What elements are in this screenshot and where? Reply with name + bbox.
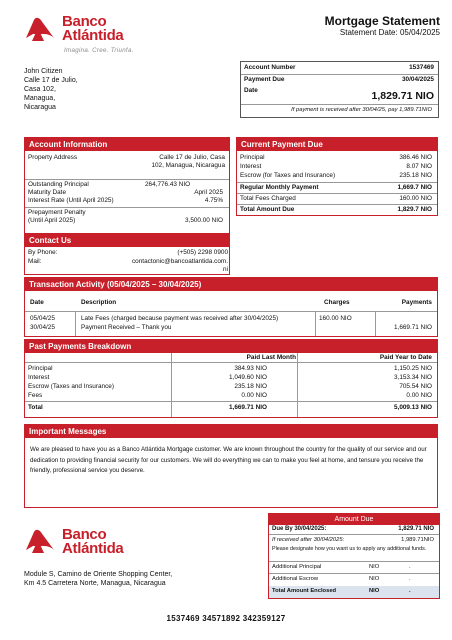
- col-header-paid-year-to-date: Paid Year to Date: [379, 354, 432, 361]
- past-row-ytd: 1,150.25 NIO: [393, 365, 432, 372]
- coupon-total-enclosed-currency: NIO: [369, 588, 380, 594]
- customer-address-line: Nicaragua: [24, 104, 56, 111]
- maturity-date-label: Maturity Date: [28, 189, 67, 196]
- transaction-activity-header: Transaction Activity (05/04/2025 – 30/04/2025): [25, 278, 437, 291]
- footer-address-line1: Module S, Camino de Oriente Shopping Center,: [24, 571, 173, 578]
- coupon-additional-principal-currency: NIO: [369, 564, 380, 570]
- mail-value: contactonic@bancoatlantida.com.: [131, 258, 228, 265]
- coupon-total-enclosed-entry[interactable]: .: [409, 588, 411, 594]
- account-number-value: 1537469: [409, 64, 434, 71]
- past-row-last-month: 235.18 NIO: [234, 383, 267, 390]
- footer-brand-line1: Banco: [62, 526, 107, 543]
- statement-title: Mortgage Statement: [324, 14, 440, 28]
- coupon-note: Please designate how you want us to apply any additional funds.: [272, 546, 427, 552]
- maturity-date-value: April 2025: [194, 189, 223, 196]
- customer-address-line: Managua,: [24, 95, 56, 102]
- payment-due-value: 30/04/2025: [402, 76, 434, 83]
- contact-us-panel: [24, 233, 230, 275]
- amount-due-value: 1,829.71 NIO: [371, 90, 434, 102]
- past-total-last-month: 1,669.71 NIO: [228, 404, 267, 411]
- past-row-label: Escrow (Taxes and Insurance): [28, 383, 114, 390]
- past-total-ytd: 5,009.13 NIO: [393, 404, 432, 411]
- past-row-last-month: 384.93 NIO: [234, 365, 267, 372]
- coupon-additional-escrow-entry[interactable]: .: [409, 576, 411, 582]
- interest-rate-label: Interest Rate (Until April 2025): [28, 197, 114, 204]
- past-row-label: Interest: [28, 374, 50, 381]
- contact-us-header: Contact Us: [25, 234, 229, 247]
- bank-logo-mark-icon: [24, 14, 58, 44]
- outstanding-principal-label: Outstanding Principal: [28, 181, 89, 188]
- current-interest-label: Interest: [240, 163, 262, 170]
- col-header-payments: Payments: [401, 299, 432, 306]
- coupon-additional-escrow-label: Additional Escrow: [272, 576, 319, 582]
- mail-value-continued: ni: [223, 266, 228, 273]
- account-information-header: Account Information: [25, 138, 229, 151]
- important-messages-panel: [24, 424, 438, 508]
- brand-slogan: Imagina. Cree. Triunfa.: [64, 47, 134, 54]
- transaction-date: 30/04/25: [30, 324, 55, 331]
- late-payment-note: If payment is received after 30/04/25, pay 1,989.71NIO: [291, 107, 432, 113]
- footer-reference-code: 1537469 34571892 342359127: [166, 614, 286, 623]
- account-information-panel: [24, 137, 230, 234]
- outstanding-principal-value: 264,776.43 NIO: [145, 181, 191, 188]
- amount-date-label: Date: [244, 87, 258, 94]
- coupon-header: Amount Due: [269, 514, 439, 525]
- footer-brand-line2: Atlántida: [62, 540, 124, 557]
- regular-monthly-payment-value: 1,669.7 NIO: [397, 184, 432, 191]
- current-principal-value: 386.46 NIO: [399, 154, 432, 161]
- current-escrow-value: 235.18 NIO: [399, 172, 432, 179]
- coupon-late-label: If received after 30/04/2025:: [272, 537, 345, 543]
- brand-name-line1: Banco: [62, 13, 107, 30]
- important-messages-header: Important Messages: [25, 425, 437, 438]
- past-total-label: Total: [28, 404, 43, 411]
- total-fees-label: Total Fees Charged: [240, 195, 296, 202]
- prepayment-penalty-label: Prepayment Penalty: [28, 209, 86, 216]
- amount-due-coupon: [268, 513, 440, 599]
- brand-name-line2: Atlántida: [62, 27, 124, 44]
- footer-bank-logo-mark-icon: [24, 526, 58, 556]
- total-amount-due-label: Total Amount Due: [240, 206, 295, 213]
- transaction-activity-panel: [24, 277, 438, 337]
- coupon-additional-principal-label: Additional Principal: [272, 564, 322, 570]
- past-payments-panel: [24, 339, 438, 418]
- col-header-date: Date: [30, 299, 44, 306]
- col-header-description: Description: [81, 299, 117, 306]
- col-header-paid-last-month: Paid Last Month: [246, 354, 296, 361]
- past-row-last-month: 0.00 NIO: [241, 392, 267, 399]
- coupon-additional-escrow-currency: NIO: [369, 576, 380, 582]
- transaction-payments: 1,669.71 NIO: [393, 324, 432, 331]
- property-address-line2: 102, Managua, Nicaragua: [151, 162, 225, 169]
- current-principal-label: Principal: [240, 154, 265, 161]
- past-row-label: Principal: [28, 365, 53, 372]
- transaction-description: Payment Received – Thank you: [81, 324, 172, 331]
- customer-address-line: Casa 102,: [24, 86, 56, 93]
- footer-address: [24, 570, 172, 588]
- past-row-ytd: 3,153.34 NIO: [393, 374, 432, 381]
- past-row-ytd: 705.54 NIO: [399, 383, 432, 390]
- transaction-charges: 160.00 NIO: [319, 315, 352, 322]
- statement-date: Statement Date: 05/04/2025: [339, 28, 440, 37]
- current-interest-value: 8.07 NIO: [406, 163, 432, 170]
- coupon-additional-principal-entry[interactable]: .: [409, 564, 411, 570]
- phone-label: By Phone:: [28, 249, 58, 256]
- customer-address: [24, 67, 78, 112]
- transaction-description: Late Fees (charged because payment was received after 30/04/2025): [81, 315, 279, 322]
- customer-name: John Citizen: [24, 68, 63, 75]
- phone-value: (+505) 2298 0900: [177, 249, 228, 256]
- current-payment-header: Current Payment Due: [237, 138, 437, 151]
- customer-address-line: Calle 17 de Julio,: [24, 77, 78, 84]
- property-address-label: Property Address: [28, 154, 78, 161]
- account-number-label: Account Number: [244, 64, 296, 71]
- footer-address-line2: Km 4.5 Carretera Norte, Managua, Nicaragua: [24, 580, 166, 587]
- coupon-late-value: 1,989.71NIO: [401, 537, 434, 543]
- payment-due-label: Payment Due: [244, 76, 285, 83]
- coupon-due-by-value: 1,829.71 NIO: [398, 526, 434, 532]
- prepayment-penalty-value: 3,500.00 NIO: [184, 217, 223, 224]
- total-fees-value: 160.00 NIO: [399, 195, 432, 202]
- coupon-total-enclosed-label: Total Amount Enclosed: [272, 588, 337, 594]
- past-row-ytd: 0.00 NIO: [406, 392, 432, 399]
- past-payments-header: Past Payments Breakdown: [25, 340, 437, 353]
- mail-label: Mail:: [28, 258, 42, 265]
- past-row-last-month: 1,049.60 NIO: [228, 374, 267, 381]
- regular-monthly-payment-label: Regular Monthly Payment: [240, 184, 319, 191]
- current-escrow-label: Escrow (for Taxes and Insurance): [240, 172, 336, 179]
- summary-box: [240, 61, 439, 118]
- past-row-label: Fees: [28, 392, 43, 399]
- interest-rate-value: 4.75%: [204, 197, 223, 204]
- prepayment-penalty-period: (Until April 2025): [28, 217, 76, 224]
- total-amount-due-value: 1,829.7 NIO: [397, 206, 432, 213]
- property-address-line1: Calle 17 de Julio, Casa: [159, 154, 225, 161]
- coupon-due-by-label: Due By 30/04/2025:: [272, 526, 327, 532]
- transaction-date: 05/04/25: [30, 315, 55, 322]
- current-payment-panel: [236, 137, 438, 216]
- important-messages-body: We are pleased to have you as a Banco Atlántida Mortgage customer. We are known throughout the country for the quality of our service and our dedication to providing financial security for our customers. We will do everything we can to make you feel at home, and tensure you receive the friendly, professional service you deserve.: [30, 446, 427, 474]
- col-header-charges: Charges: [324, 299, 350, 306]
